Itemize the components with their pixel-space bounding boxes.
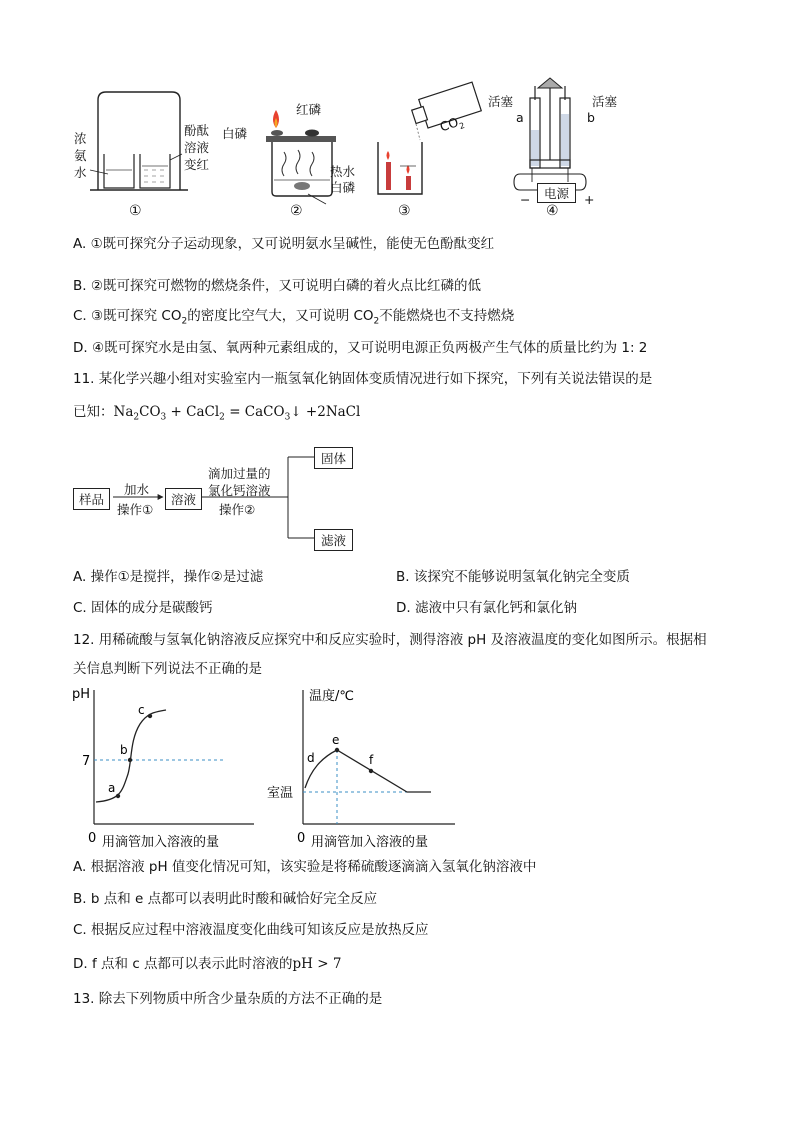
q10-option-a: A. ①既可探究分子运动现象，又可说明氨水呈碱性，能使无色酚酞变红 <box>73 236 495 252</box>
temp-y-label: 温度/℃ <box>309 689 354 704</box>
ph-point-b <box>128 758 132 762</box>
ph-tick-7: 7 <box>82 754 91 769</box>
label-conc-ammonia: 浓 氨 水 <box>74 131 87 180</box>
q10-option-b: B. ②既可探究可燃物的燃烧条件，又可说明白磷的着火点比红磷的低 <box>73 278 481 294</box>
figure-phosphorus-combustion <box>266 110 336 204</box>
ph-point-c <box>148 714 152 718</box>
ph-y-label: pH <box>72 687 91 702</box>
label-power-supply: 电源 <box>537 183 576 203</box>
ph-x-label: 用滴管加入溶液的量 <box>102 835 220 848</box>
q11-option-a: A. 操作①是搅拌，操作②是过滤 <box>73 569 264 585</box>
q10-option-d: D. ④既可探究水是由氢、氧两种元素组成的，又可说明电源正负两极产生气体的质量比约为 1: 2 <box>73 340 648 356</box>
q10-option-c: C. ③既可探究 $CO_2$的密度比空气大，又可说明 $CO_2$不能燃烧也不支持燃烧 <box>73 308 515 327</box>
label-hot-water: 热水 <box>330 164 356 179</box>
q12-stem-1: 12. 用稀硫酸与氢氧化钠溶液反应探究中和反应实验时，测得溶液 pH 及溶液温度的变化如图所示。根据相 <box>73 632 707 648</box>
figure-ammonia-diffusion <box>90 92 188 190</box>
figure-number-3: ③ <box>398 203 411 219</box>
figure-co2-candles <box>378 82 481 194</box>
flow-add-reagent-2: 氯化钙溶液 <box>208 483 271 498</box>
label-stopcock-left: 活塞 <box>488 94 514 109</box>
flow-box-sample: 样品 <box>73 488 110 510</box>
temp-x-label: 用滴管加入溶液的量 <box>311 835 429 848</box>
figure-number-1: ① <box>129 203 142 219</box>
flow-add-water: 加水 <box>124 482 150 497</box>
temp-label-f: f <box>369 753 374 767</box>
label-red-phosphorus: 红磷 <box>296 102 322 117</box>
temp-label-e: e <box>332 733 340 747</box>
ph-curve <box>96 710 166 802</box>
ph-label-c: c <box>138 703 145 717</box>
label-plus: + <box>584 192 595 207</box>
ph-label-b: b <box>120 743 128 757</box>
q11-option-c: C. 固体的成分是碳酸钙 <box>73 600 213 616</box>
temp-curve <box>305 750 431 792</box>
temp-label-d: d <box>307 751 315 765</box>
q12-option-a: A. 根据溶液 pH 值变化情况可知，该实验是将稀硫酸逐滴滴入氢氧化钠溶液中 <box>73 859 537 875</box>
q12-option-c: C. 根据反应过程中溶液温度变化曲线可知该反应是放热反应 <box>73 922 429 938</box>
q12-stem-2: 关信息判断下列说法不正确的是 <box>73 661 262 677</box>
flow-op1: 操作① <box>117 502 154 517</box>
q11-option-b: B. 该探究不能够说明氢氧化钠完全变质 <box>396 569 630 585</box>
label-white-phosphorus-2: 白磷 <box>330 180 356 195</box>
ph-point-a <box>116 794 120 798</box>
temperature-chart <box>265 684 465 848</box>
q12-option-b: B. b 点和 e 点都可以表明此时酸和碱恰好完全反应 <box>73 891 378 907</box>
ph-label-a: a <box>108 781 116 795</box>
q11-equation: 已知：$Na_2CO_3$ + CaCl$_2$ = CaCO$_3$↓ +2NaCl <box>73 404 361 423</box>
flow-box-filtrate: 滤液 <box>314 529 353 551</box>
label-minus: − <box>520 192 531 207</box>
q11-option-d: D. 滤液中只有氯化钙和氯化钠 <box>396 600 577 616</box>
flow-add-reagent-1: 滴加过量的 <box>208 466 271 481</box>
figure-number-4: ④ <box>546 203 559 219</box>
temp-origin: 0 <box>297 831 306 846</box>
label-phenolphthalein: 酚酞 溶液 变红 <box>184 123 210 172</box>
flow-box-solution: 溶液 <box>165 488 202 510</box>
label-white-phosphorus: 白磷 <box>222 126 248 141</box>
label-co2: $CO_2$ <box>437 114 466 135</box>
figure-number-2: ② <box>290 203 303 219</box>
temp-point-e <box>335 748 339 752</box>
q13-stem: 13. 除去下列物质中所含少量杂质的方法不正确的是 <box>73 991 383 1007</box>
label-tube-a: a <box>516 110 524 125</box>
q12-option-d: D. f 点和 c 点都可以表示此时溶液的pH > 7 <box>73 956 342 972</box>
q11-stem: 11. 某化学兴趣小组对实验室内一瓶氢氧化钠固体变质情况进行如下探究，下列有关说法错误的是 <box>73 371 653 387</box>
figure-electrolysis <box>514 78 586 190</box>
temp-point-f <box>369 769 373 773</box>
label-tube-b: b <box>587 110 595 125</box>
label-stopcock-right: 活塞 <box>592 94 618 109</box>
flow-box-solid: 固体 <box>314 447 353 469</box>
ph-origin: 0 <box>88 831 97 846</box>
temp-tick-room: 室温 <box>267 786 294 801</box>
flow-op2: 操作② <box>219 502 256 517</box>
ph-chart <box>70 684 260 848</box>
